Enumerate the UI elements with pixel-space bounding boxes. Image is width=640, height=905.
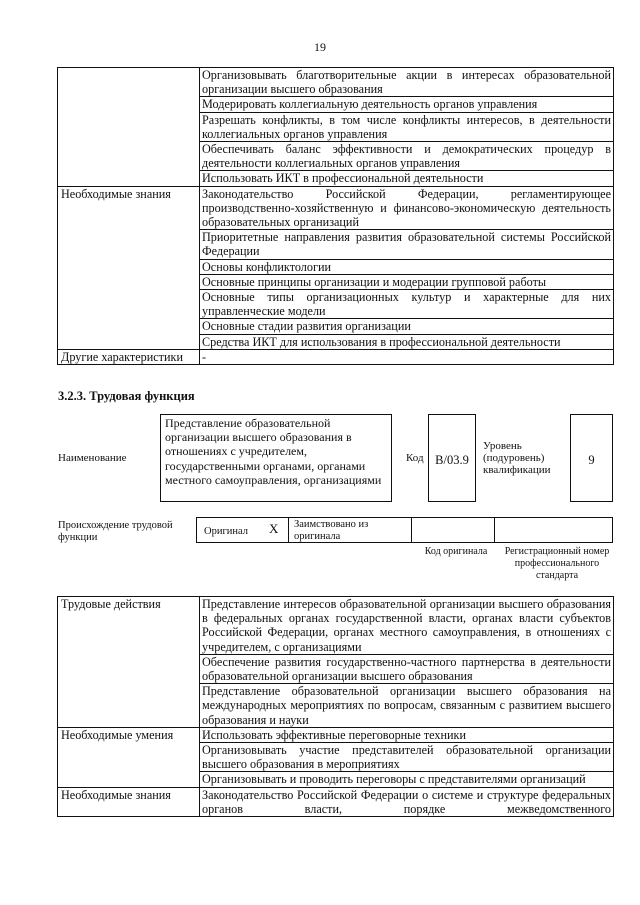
- list-item: Основы конфликтологии: [200, 259, 614, 274]
- list-item: Разрешать конфликты, в том числе конфликты интересов, в деятельности коллегиальных органов управления: [200, 112, 614, 141]
- list-item: Основные стадии развития организации: [200, 319, 614, 334]
- level-label: Уровень (подуровень) квалификации: [483, 440, 551, 476]
- original-label: Оригинал: [204, 526, 248, 537]
- row-label: Другие характеристики: [58, 349, 200, 364]
- list-item: Представление интересов образовательной организации высшего образования в федеральных органах государственной власти, органах власти субъектов Российской Федерации, органах местного самоуправления, в отношениях с учредителем, с организациями: [200, 597, 614, 655]
- list-item: Обеспечивать баланс эффективности и демократических процедур в деятельности коллегиальных органов управления: [200, 142, 614, 171]
- table-row: [58, 349, 614, 364]
- list-item: Организовывать благотворительные акции в интересах образовательной организации высшего образования: [200, 68, 614, 97]
- list-item: Обеспечение развития государственно-частного партнерства в деятельности образовательной организации высшего образования: [200, 654, 614, 683]
- knowledge-table-top: [57, 67, 614, 365]
- name-label: Наименование: [58, 452, 127, 464]
- list-item: Модерировать коллегиальную деятельность органов управления: [200, 97, 614, 112]
- list-item: Организовывать и проводить переговоры с представителями организаций: [200, 772, 614, 787]
- origin-divider: [411, 518, 412, 542]
- function-name-box: Представление образовательной организации высшего образования в отношениях с учредителем, государственными органами, органами местного самоуправления, организациями: [160, 414, 392, 502]
- list-item: Организовывать участие представителей образовательной организации высшего образования в мероприятиях: [200, 743, 614, 772]
- list-item: Законодательство Российской Федерации о системе и структуре федеральных органов власти, порядке межведомственного: [200, 787, 614, 816]
- code-value-box: B/03.9: [428, 414, 476, 502]
- reg-number-caption: Регистрационный номер профессионального стандарта: [504, 546, 610, 581]
- row-label: Необходимые знания: [58, 787, 200, 816]
- actions-table: [57, 596, 614, 817]
- origin-label: Происхождение трудовой функции: [58, 520, 173, 543]
- list-item: Представление образовательной организации высшего образования на международных мероприятиях по вопросам, связанным с развитием высшего образования и науки: [200, 684, 614, 728]
- row-label: Трудовые действия: [58, 597, 200, 728]
- table-row: [58, 727, 614, 742]
- list-item: Основные типы организационных культур и характерные для них управленческие модели: [200, 290, 614, 319]
- list-item: Основные принципы организации и модерации групповой работы: [200, 274, 614, 289]
- list-item: Приоритетные направления развития образовательной системы Российской Федерации: [200, 230, 614, 259]
- page-number: 19: [314, 40, 326, 54]
- origin-divider: [288, 518, 289, 542]
- origin-row: [196, 517, 613, 543]
- table-row: [58, 787, 614, 816]
- code-label: Код: [406, 452, 424, 464]
- list-item: Законодательство Российской Федерации, регламентирующее производственно-хозяйственную и финансово-экономическую деятельность образовательных организаций: [200, 186, 614, 230]
- borrowed-label: Заимствовано из оригинала: [294, 519, 369, 542]
- row-label: Необходимые умения: [58, 727, 200, 787]
- table-row: [58, 597, 614, 655]
- origin-divider: [494, 518, 495, 542]
- list-item: Использовать эффективные переговорные техники: [200, 727, 614, 742]
- section-title: 3.2.3. Трудовая функция: [58, 389, 195, 403]
- row-label: Необходимые знания: [58, 186, 200, 349]
- level-value-box: 9: [570, 414, 613, 502]
- table-row: [58, 186, 614, 230]
- row-label: [58, 68, 200, 187]
- list-item: Использовать ИКТ в профессиональной деятельности: [200, 171, 614, 186]
- original-mark: X: [269, 521, 279, 536]
- list-item: Средства ИКТ для использования в профессиональной деятельности: [200, 334, 614, 349]
- table-row: [58, 68, 614, 97]
- code-original-caption: Код оригинала: [424, 546, 488, 557]
- list-item: -: [200, 349, 614, 364]
